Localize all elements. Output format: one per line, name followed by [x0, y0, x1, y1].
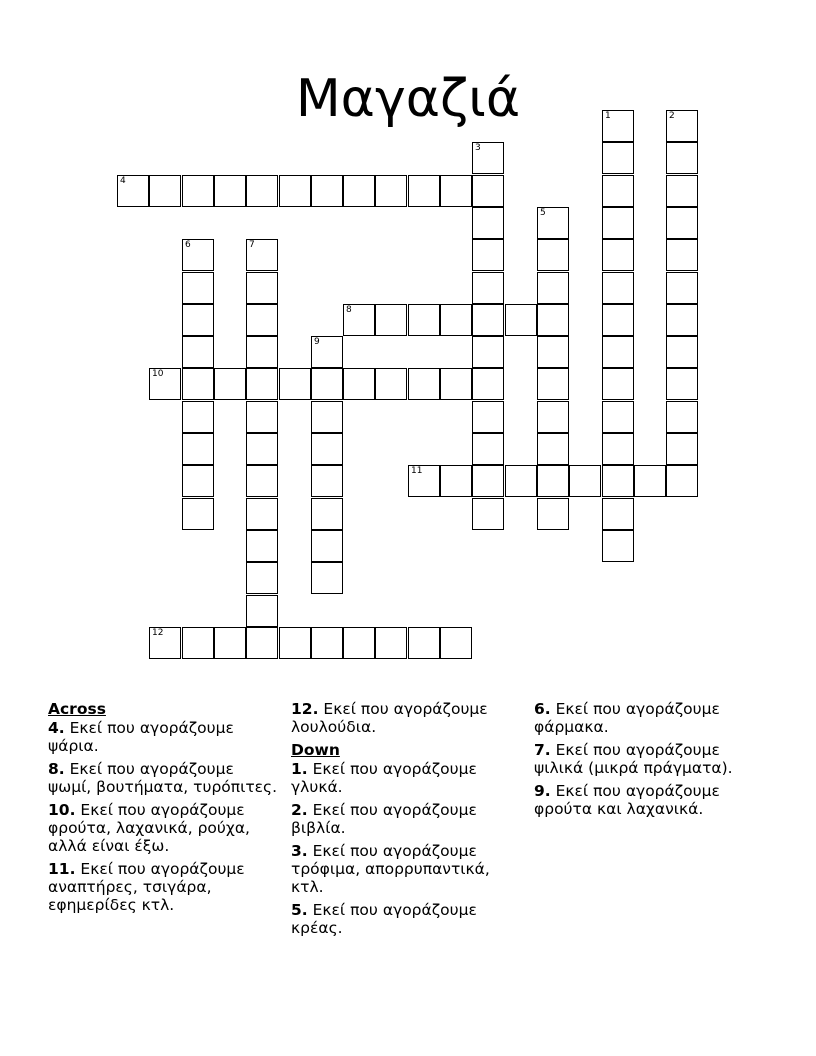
grid-cell[interactable]: [246, 498, 278, 530]
clue-down-2: [291, 801, 523, 837]
clue-number: 1.: [291, 760, 308, 778]
grid-cell[interactable]: [182, 239, 214, 271]
grid-cell[interactable]: [214, 368, 246, 400]
grid-cell[interactable]: [246, 272, 278, 304]
clue-text: Εκεί που αγοράζουμε κρέας.: [291, 901, 477, 937]
grid-cell[interactable]: [602, 272, 634, 304]
grid-cell[interactable]: [343, 627, 375, 659]
grid-cell[interactable]: [666, 142, 698, 174]
clue-down-9: [534, 782, 766, 818]
grid-cell[interactable]: [343, 368, 375, 400]
grid-cell[interactable]: [246, 465, 278, 497]
grid-cell[interactable]: [408, 627, 440, 659]
grid-cell[interactable]: [182, 401, 214, 433]
grid-cell[interactable]: [408, 304, 440, 336]
grid-cell[interactable]: [408, 175, 440, 207]
grid-cell[interactable]: [246, 336, 278, 368]
cell-number: 2: [669, 111, 675, 121]
grid-cell[interactable]: [375, 368, 407, 400]
grid-cell[interactable]: [246, 175, 278, 207]
grid-cell[interactable]: [602, 433, 634, 465]
grid-cell[interactable]: [279, 175, 311, 207]
clue-number: 10.: [48, 801, 76, 819]
grid-cell[interactable]: [149, 175, 181, 207]
grid-cell[interactable]: [537, 433, 569, 465]
clues-column-3: [534, 700, 766, 823]
grid-cell[interactable]: [311, 336, 343, 368]
grid-cell[interactable]: [666, 433, 698, 465]
clue-number: 11.: [48, 860, 76, 878]
grid-cell[interactable]: [602, 304, 634, 336]
grid-cell[interactable]: [472, 368, 504, 400]
grid-cell[interactable]: [602, 207, 634, 239]
grid-cell[interactable]: [602, 368, 634, 400]
clue-text: Εκεί που αγοράζουμε τρόφιμα, απορρυπαντικά, κτλ.: [291, 842, 490, 896]
clue-text: Εκεί που αγοράζουμε αναπτήρες, τσιγάρα, εφημερίδες κτλ.: [48, 860, 245, 914]
clue-text: Εκεί που αγοράζουμε βιβλία.: [291, 801, 477, 837]
grid-cell[interactable]: [537, 272, 569, 304]
grid-cell[interactable]: [472, 207, 504, 239]
grid-cell[interactable]: [182, 368, 214, 400]
grid-cell[interactable]: [472, 433, 504, 465]
clue-text: Εκεί που αγοράζουμε ψιλικά (μικρά πράγματα).: [534, 741, 733, 777]
cell-number: 7: [249, 240, 255, 250]
grid-cell[interactable]: [666, 401, 698, 433]
clue-number: 7.: [534, 741, 551, 759]
grid-cell[interactable]: [666, 207, 698, 239]
grid-cell[interactable]: [375, 627, 407, 659]
clue-text: Εκεί που αγοράζουμε φάρμακα.: [534, 700, 720, 736]
clue-across-8: [48, 760, 280, 796]
grid-cell[interactable]: [505, 304, 537, 336]
grid-cell[interactable]: [246, 368, 278, 400]
grid-cell[interactable]: [440, 368, 472, 400]
grid-cell[interactable]: [537, 239, 569, 271]
grid-cell[interactable]: [214, 175, 246, 207]
clue-number: 6.: [534, 700, 551, 718]
grid-cell[interactable]: [569, 465, 601, 497]
grid-cell[interactable]: [311, 401, 343, 433]
grid-cell[interactable]: [246, 562, 278, 594]
grid-cell[interactable]: [375, 175, 407, 207]
grid-cell[interactable]: [246, 304, 278, 336]
cell-number: 8: [346, 305, 352, 315]
cell-number: 3: [475, 143, 481, 153]
cell-number: 5: [540, 208, 546, 218]
grid-cell[interactable]: [149, 368, 181, 400]
grid-cell[interactable]: [472, 239, 504, 271]
grid-cell[interactable]: [537, 207, 569, 239]
clue-down-7: [534, 741, 766, 777]
across-heading: Across: [48, 700, 106, 718]
clue-number: 12.: [291, 700, 319, 718]
grid-cell[interactable]: [311, 465, 343, 497]
cell-number: 9: [314, 337, 320, 347]
clue-number: 4.: [48, 719, 65, 737]
grid-cell[interactable]: [666, 368, 698, 400]
grid-cell[interactable]: [182, 465, 214, 497]
grid-cell[interactable]: [182, 272, 214, 304]
grid-cell[interactable]: [602, 239, 634, 271]
clue-number: 2.: [291, 801, 308, 819]
grid-cell[interactable]: [149, 627, 181, 659]
clue-text: Εκεί που αγοράζουμε φρούτα και λαχανικά.: [534, 782, 720, 818]
grid-cell[interactable]: [472, 175, 504, 207]
clue-across-11: [48, 860, 280, 914]
grid-cell[interactable]: [246, 627, 278, 659]
clue-across-12: [291, 700, 523, 736]
grid-cell[interactable]: [246, 401, 278, 433]
grid-cell[interactable]: [537, 401, 569, 433]
clue-text: Εκεί που αγοράζουμε ψάρια.: [48, 719, 234, 755]
grid-cell[interactable]: [343, 175, 375, 207]
down-heading: Down: [291, 741, 340, 759]
grid-cell[interactable]: [182, 627, 214, 659]
grid-cell[interactable]: [472, 401, 504, 433]
grid-cell[interactable]: [246, 595, 278, 627]
grid-cell[interactable]: [472, 304, 504, 336]
grid-cell[interactable]: [311, 627, 343, 659]
grid-cell[interactable]: [602, 175, 634, 207]
clue-down-6: [534, 700, 766, 736]
clue-text: Εκεί που αγοράζουμε φρούτα, λαχανικά, ρούχα, αλλά είναι έξω.: [48, 801, 250, 855]
grid-cell[interactable]: [440, 465, 472, 497]
cell-number: 6: [185, 240, 191, 250]
grid-cell[interactable]: [311, 498, 343, 530]
grid-cell[interactable]: [117, 175, 149, 207]
grid-cell[interactable]: [440, 175, 472, 207]
grid-cell[interactable]: [537, 304, 569, 336]
grid-cell[interactable]: [602, 530, 634, 562]
cell-number: 1: [605, 111, 611, 121]
grid-cell[interactable]: [602, 336, 634, 368]
clue-number: 3.: [291, 842, 308, 860]
cell-number: 12: [152, 628, 164, 638]
grid-cell[interactable]: [666, 336, 698, 368]
clue-across-10: [48, 801, 280, 855]
grid-cell[interactable]: [343, 304, 375, 336]
cell-number: 4: [120, 176, 126, 186]
grid-cell[interactable]: [666, 110, 698, 142]
grid-cell[interactable]: [537, 465, 569, 497]
grid-cell[interactable]: [666, 304, 698, 336]
grid-cell[interactable]: [246, 239, 278, 271]
grid-cell[interactable]: [182, 498, 214, 530]
grid-cell[interactable]: [311, 433, 343, 465]
grid-cell[interactable]: [182, 336, 214, 368]
grid-cell[interactable]: [408, 465, 440, 497]
grid-cell[interactable]: [537, 498, 569, 530]
grid-cell[interactable]: [375, 304, 407, 336]
grid-cell[interactable]: [182, 175, 214, 207]
grid-cell[interactable]: [182, 304, 214, 336]
grid-cell[interactable]: [666, 239, 698, 271]
grid-cell[interactable]: [311, 368, 343, 400]
grid-cell[interactable]: [440, 627, 472, 659]
cell-number: 10: [152, 369, 164, 379]
grid-cell[interactable]: [472, 142, 504, 174]
grid-cell[interactable]: [666, 465, 698, 497]
grid-cell[interactable]: [666, 175, 698, 207]
puzzle-title: Μαγαζιά: [295, 68, 521, 129]
grid-cell[interactable]: [440, 304, 472, 336]
grid-cell[interactable]: [182, 433, 214, 465]
grid-cell[interactable]: [634, 465, 666, 497]
grid-cell[interactable]: [214, 627, 246, 659]
clue-text: Εκεί που αγοράζουμε γλυκά.: [291, 760, 477, 796]
grid-cell[interactable]: [537, 368, 569, 400]
clue-number: 5.: [291, 901, 308, 919]
grid-cell[interactable]: [472, 465, 504, 497]
grid-cell[interactable]: [666, 272, 698, 304]
grid-cell[interactable]: [279, 368, 311, 400]
grid-cell[interactable]: [505, 465, 537, 497]
grid-cell[interactable]: [279, 627, 311, 659]
grid-cell[interactable]: [602, 142, 634, 174]
grid-cell[interactable]: [311, 530, 343, 562]
clue-down-3: [291, 842, 523, 896]
clue-down-1: [291, 760, 523, 796]
grid-cell[interactable]: [602, 401, 634, 433]
cell-number: 11: [411, 466, 423, 476]
grid-cell[interactable]: [472, 336, 504, 368]
grid-cell[interactable]: [472, 272, 504, 304]
clues-column-2: [291, 700, 523, 942]
grid-cell[interactable]: [246, 530, 278, 562]
grid-cell[interactable]: [408, 368, 440, 400]
clue-number: 8.: [48, 760, 65, 778]
grid-cell[interactable]: [602, 465, 634, 497]
clues-column-1: [48, 700, 280, 919]
clue-number: 9.: [534, 782, 551, 800]
grid-cell[interactable]: [537, 336, 569, 368]
grid-cell[interactable]: [311, 562, 343, 594]
clue-text: Εκεί που αγοράζουμε λουλούδια.: [291, 700, 488, 736]
clue-text: Εκεί που αγοράζουμε ψωμί, βουτήματα, τυρόπιτες.: [48, 760, 278, 796]
grid-cell[interactable]: [311, 175, 343, 207]
grid-cell[interactable]: [472, 498, 504, 530]
clue-down-5: [291, 901, 523, 937]
grid-cell[interactable]: [602, 498, 634, 530]
grid-cell[interactable]: [602, 110, 634, 142]
clue-across-4: [48, 719, 280, 755]
grid-cell[interactable]: [246, 433, 278, 465]
